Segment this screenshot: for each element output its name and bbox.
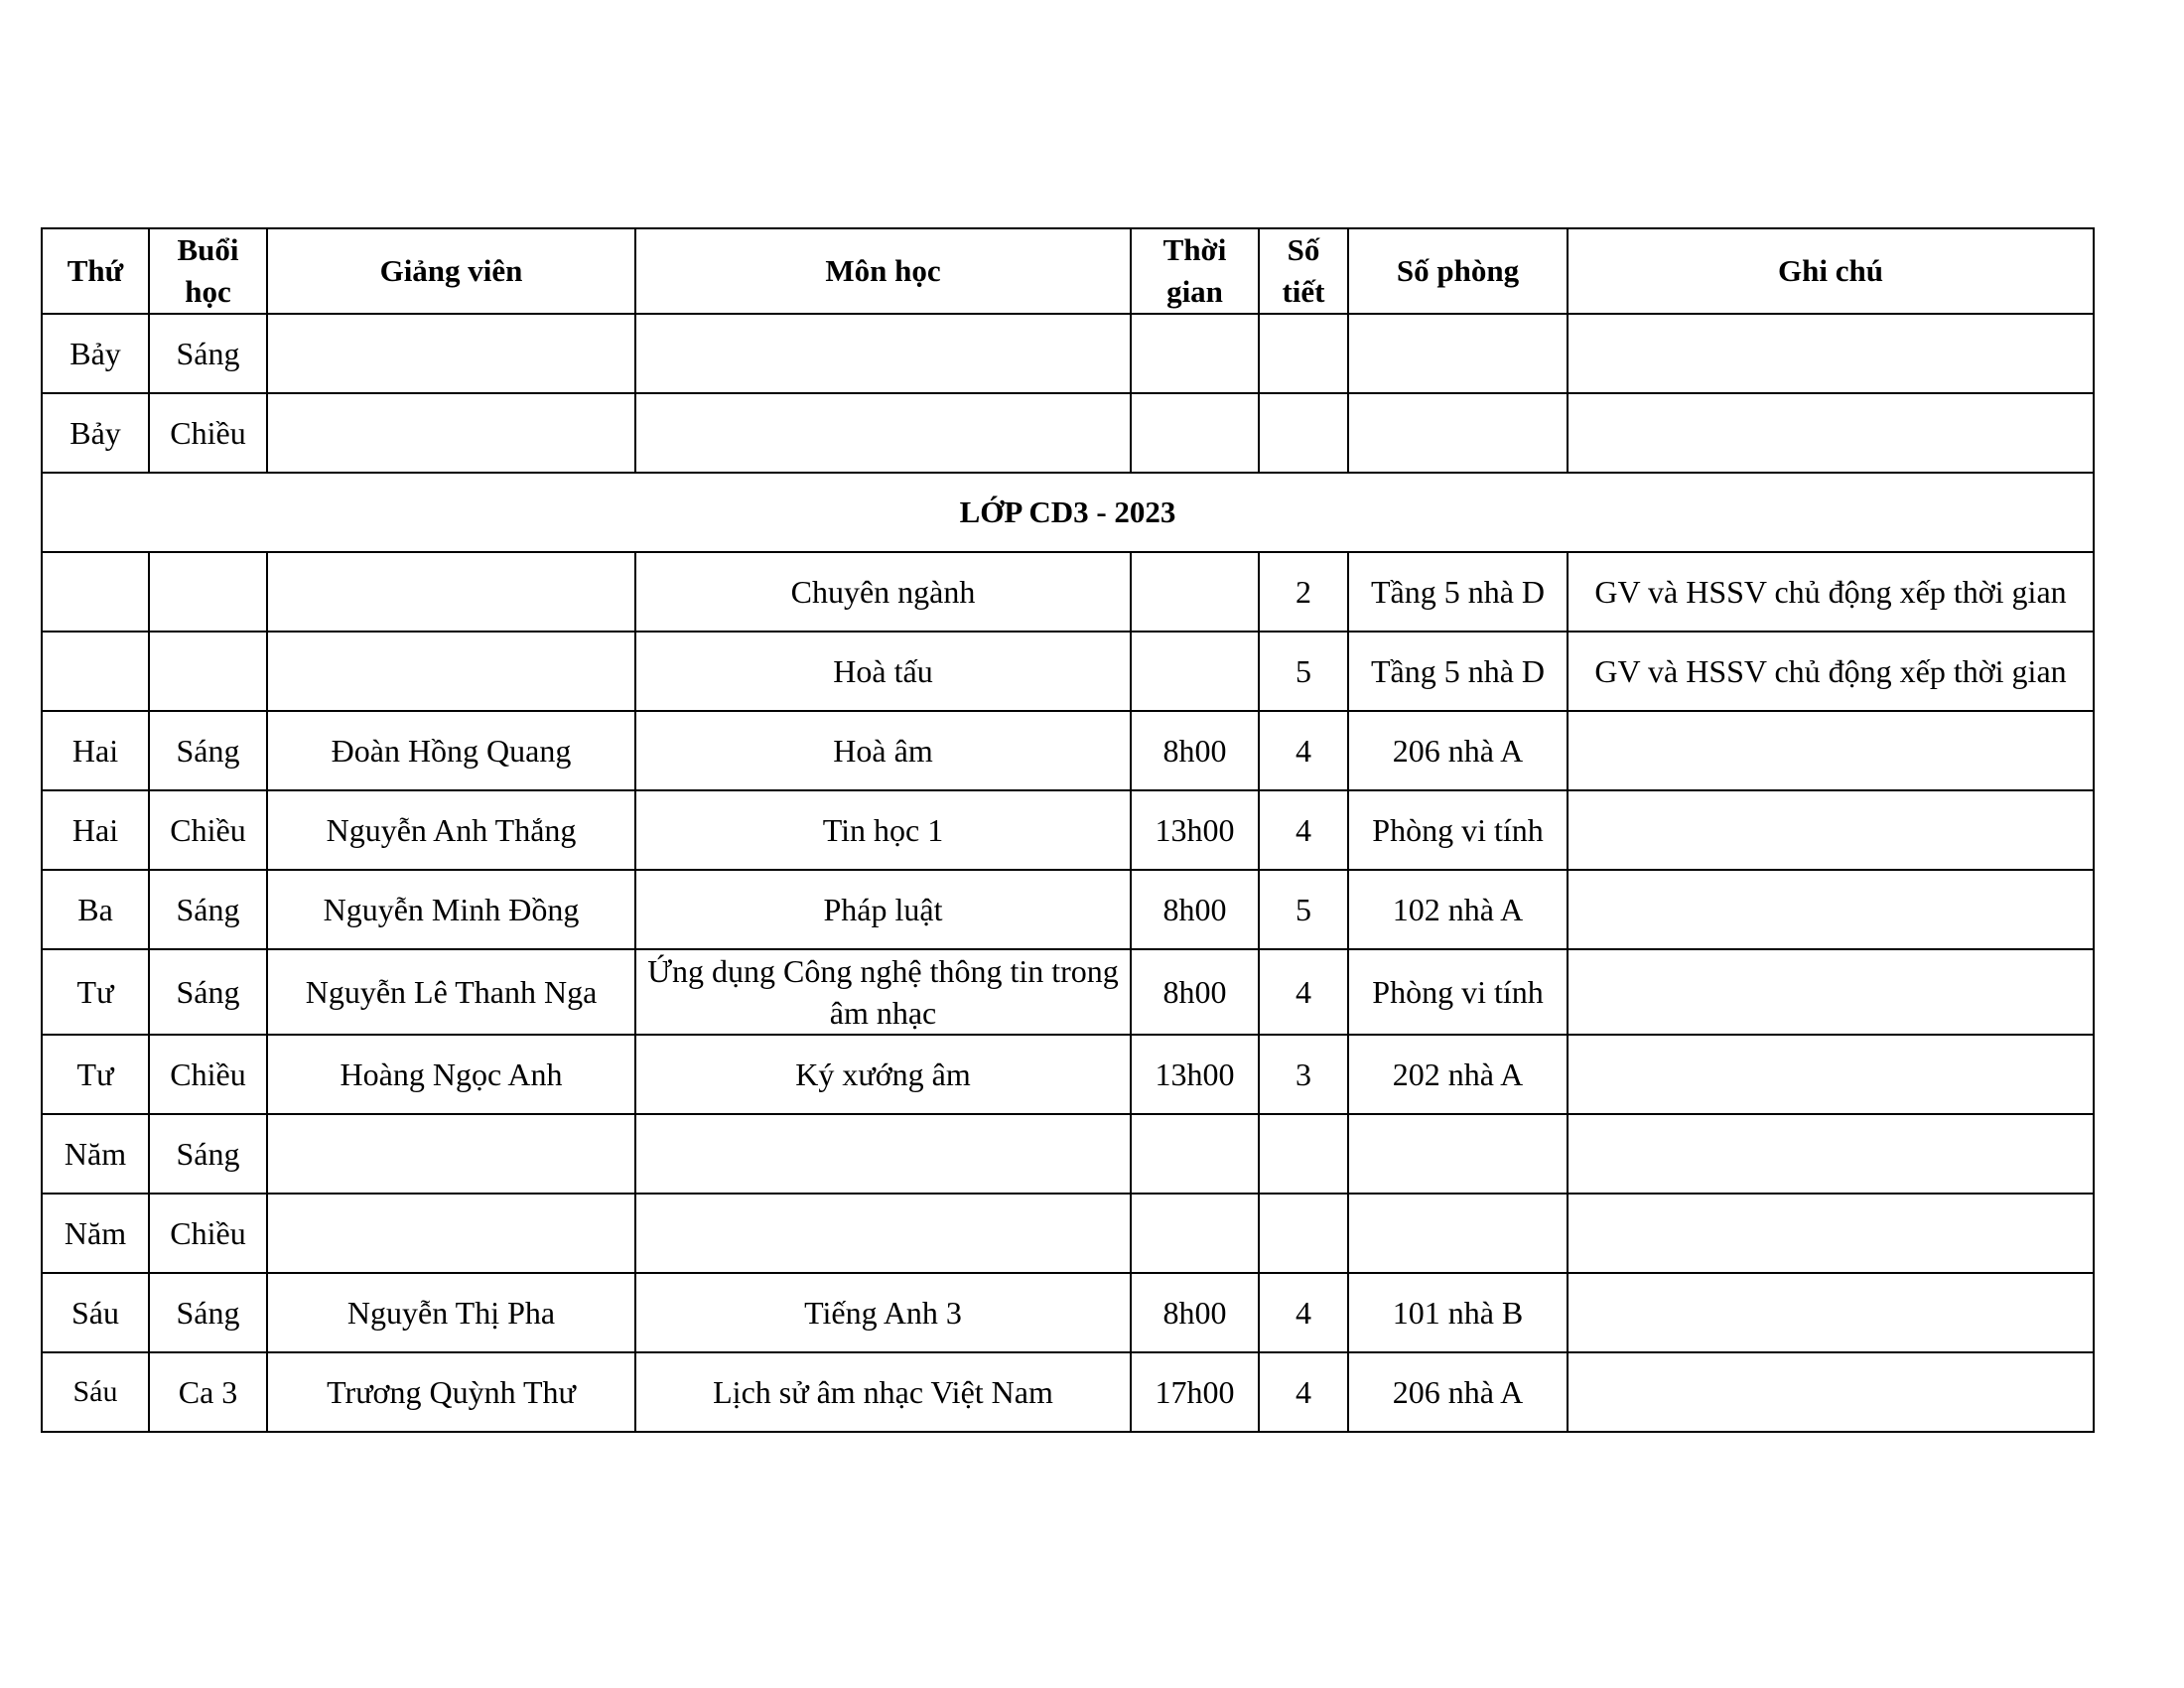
header-so-phong: Số phòng <box>1348 228 1568 314</box>
cell-mon-hoc <box>635 314 1131 393</box>
cell-mon-hoc: Chuyên ngành <box>635 552 1131 632</box>
cell-phong: 206 nhà A <box>1348 1352 1568 1432</box>
cell-thu: Bảy <box>42 314 149 393</box>
cell-thu: Sáu <box>42 1273 149 1352</box>
cell-buoi: Chiều <box>149 393 267 473</box>
cell-so-tiet: 4 <box>1259 790 1348 870</box>
cell-giang-vien: Nguyễn Minh Đồng <box>267 870 635 949</box>
cell-thoi-gian <box>1131 1114 1259 1194</box>
cell-phong <box>1348 1114 1568 1194</box>
cell-so-tiet <box>1259 393 1348 473</box>
cell-ghi-chu <box>1568 790 2094 870</box>
cell-giang-vien: Nguyễn Anh Thắng <box>267 790 635 870</box>
cell-phong <box>1348 314 1568 393</box>
cell-ghi-chu <box>1568 1114 2094 1194</box>
cell-phong <box>1348 1194 1568 1273</box>
table-row <box>42 949 2094 1035</box>
cell-buoi: Sáng <box>149 870 267 949</box>
cell-thoi-gian <box>1131 552 1259 632</box>
cell-giang-vien <box>267 552 635 632</box>
cell-thoi-gian: 13h00 <box>1131 1035 1259 1114</box>
cell-mon-hoc: Lịch sử âm nhạc Việt Nam <box>635 1352 1131 1432</box>
table-row <box>42 1273 2094 1352</box>
cell-thoi-gian: 8h00 <box>1131 870 1259 949</box>
cell-phong: 206 nhà A <box>1348 711 1568 790</box>
cell-thoi-gian: 13h00 <box>1131 790 1259 870</box>
cell-buoi: Chiều <box>149 1194 267 1273</box>
cell-giang-vien <box>267 1114 635 1194</box>
cell-ghi-chu <box>1568 1194 2094 1273</box>
cell-thu: Tư <box>42 949 149 1035</box>
cell-mon-hoc <box>635 1114 1131 1194</box>
cell-thu <box>42 632 149 711</box>
section-title: LỚP CD3 - 2023 <box>42 473 2094 552</box>
cell-giang-vien: Nguyễn Lê Thanh Nga <box>267 949 635 1035</box>
cell-mon-hoc: Tiếng Anh 3 <box>635 1273 1131 1352</box>
table-row <box>42 632 2094 711</box>
cell-thu <box>42 552 149 632</box>
cell-thu: Năm <box>42 1194 149 1273</box>
header-row <box>42 228 2094 314</box>
table-row <box>42 1194 2094 1273</box>
cell-buoi: Sáng <box>149 314 267 393</box>
cell-phong: 202 nhà A <box>1348 1035 1568 1114</box>
cell-ghi-chu <box>1568 314 2094 393</box>
cell-giang-vien: Hoàng Ngọc Anh <box>267 1035 635 1114</box>
cell-buoi: Chiều <box>149 790 267 870</box>
schedule-table <box>41 227 2095 1433</box>
table-row <box>42 1352 2094 1432</box>
cell-giang-vien <box>267 393 635 473</box>
cell-ghi-chu: GV và HSSV chủ động xếp thời gian <box>1568 552 2094 632</box>
cell-giang-vien: Nguyễn Thị Pha <box>267 1273 635 1352</box>
cell-ghi-chu <box>1568 393 2094 473</box>
cell-mon-hoc: Tin học 1 <box>635 790 1131 870</box>
cell-giang-vien <box>267 632 635 711</box>
cell-buoi: Ca 3 <box>149 1352 267 1432</box>
header-ghi-chu: Ghi chú <box>1568 228 2094 314</box>
cell-giang-vien: Trương Quỳnh Thư <box>267 1352 635 1432</box>
cell-thoi-gian <box>1131 393 1259 473</box>
header-buoi-hoc: Buổi học <box>149 228 267 314</box>
cell-thoi-gian <box>1131 314 1259 393</box>
cell-buoi <box>149 632 267 711</box>
cell-thu: Tư <box>42 1035 149 1114</box>
cell-mon-hoc: Ký xướng âm <box>635 1035 1131 1114</box>
cell-giang-vien <box>267 1194 635 1273</box>
cell-thoi-gian: 8h00 <box>1131 949 1259 1035</box>
cell-phong: 101 nhà B <box>1348 1273 1568 1352</box>
table-row <box>42 1035 2094 1114</box>
table-row <box>42 393 2094 473</box>
cell-phong: Phòng vi tính <box>1348 790 1568 870</box>
header-thu: Thứ <box>42 228 149 314</box>
cell-ghi-chu <box>1568 1035 2094 1114</box>
cell-so-tiet: 5 <box>1259 632 1348 711</box>
cell-ghi-chu <box>1568 949 2094 1035</box>
cell-buoi: Chiều <box>149 1035 267 1114</box>
cell-giang-vien <box>267 314 635 393</box>
cell-mon-hoc <box>635 393 1131 473</box>
cell-buoi: Sáng <box>149 949 267 1035</box>
cell-thoi-gian: 8h00 <box>1131 711 1259 790</box>
cell-so-tiet <box>1259 1194 1348 1273</box>
cell-buoi: Sáng <box>149 711 267 790</box>
cell-thu: Hai <box>42 711 149 790</box>
cell-mon-hoc <box>635 1194 1131 1273</box>
cell-thoi-gian <box>1131 1194 1259 1273</box>
cell-ghi-chu <box>1568 711 2094 790</box>
cell-so-tiet: 4 <box>1259 711 1348 790</box>
header-thoi-gian: Thời gian <box>1131 228 1259 314</box>
cell-ghi-chu <box>1568 870 2094 949</box>
table-row <box>42 711 2094 790</box>
cell-giang-vien: Đoàn Hồng Quang <box>267 711 635 790</box>
cell-thoi-gian: 17h00 <box>1131 1352 1259 1432</box>
cell-so-tiet: 4 <box>1259 949 1348 1035</box>
cell-thu: Ba <box>42 870 149 949</box>
cell-thu: Hai <box>42 790 149 870</box>
cell-so-tiet: 5 <box>1259 870 1348 949</box>
cell-thu: Sáu <box>42 1352 149 1432</box>
table-row <box>42 790 2094 870</box>
cell-so-tiet: 4 <box>1259 1273 1348 1352</box>
cell-phong: 102 nhà A <box>1348 870 1568 949</box>
cell-thu: Bảy <box>42 393 149 473</box>
header-mon-hoc: Môn học <box>635 228 1131 314</box>
cell-so-tiet: 4 <box>1259 1352 1348 1432</box>
cell-phong: Tầng 5 nhà D <box>1348 552 1568 632</box>
header-so-tiet: Số tiết <box>1259 228 1348 314</box>
cell-ghi-chu <box>1568 1273 2094 1352</box>
table-row <box>42 314 2094 393</box>
cell-thu: Năm <box>42 1114 149 1194</box>
cell-mon-hoc: Pháp luật <box>635 870 1131 949</box>
cell-thoi-gian: 8h00 <box>1131 1273 1259 1352</box>
cell-mon-hoc: Hoà âm <box>635 711 1131 790</box>
cell-so-tiet <box>1259 314 1348 393</box>
cell-thoi-gian <box>1131 632 1259 711</box>
cell-mon-hoc: Ứng dụng Công nghệ thông tin trong âm nhạc <box>635 949 1131 1035</box>
table-row <box>42 552 2094 632</box>
cell-phong: Tầng 5 nhà D <box>1348 632 1568 711</box>
table-row <box>42 870 2094 949</box>
cell-phong <box>1348 393 1568 473</box>
header-giang-vien: Giảng viên <box>267 228 635 314</box>
cell-so-tiet: 3 <box>1259 1035 1348 1114</box>
cell-phong: Phòng vi tính <box>1348 949 1568 1035</box>
cell-buoi: Sáng <box>149 1273 267 1352</box>
cell-buoi <box>149 552 267 632</box>
cell-buoi: Sáng <box>149 1114 267 1194</box>
cell-ghi-chu <box>1568 1352 2094 1432</box>
cell-so-tiet: 2 <box>1259 552 1348 632</box>
cell-mon-hoc: Hoà tấu <box>635 632 1131 711</box>
table-row <box>42 1114 2094 1194</box>
section-row <box>42 473 2094 552</box>
cell-so-tiet <box>1259 1114 1348 1194</box>
cell-ghi-chu: GV và HSSV chủ động xếp thời gian <box>1568 632 2094 711</box>
